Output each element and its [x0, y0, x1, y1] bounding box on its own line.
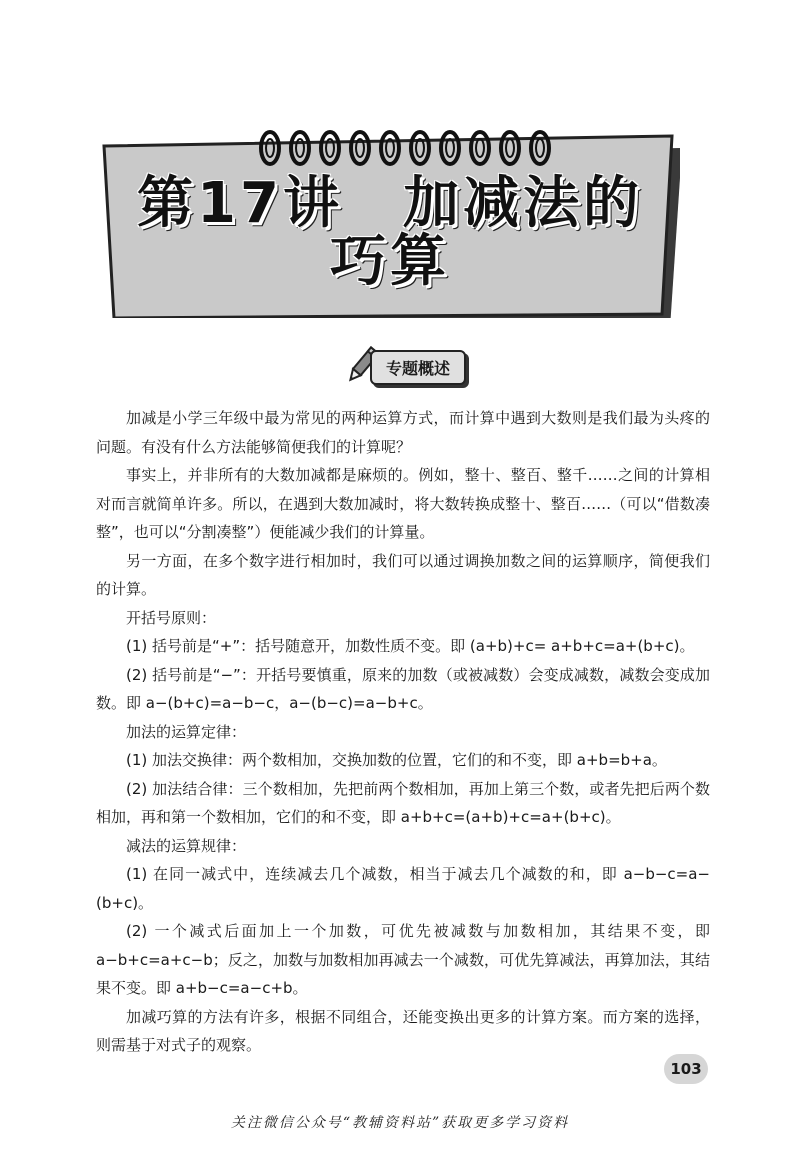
- paragraph: 减法的运算规律：: [126, 836, 247, 855]
- paragraph: (1) 在同一减式中，连续减去几个减数，相当于减去几个减数的和，即 a−b−c=a−(b+c)。: [96, 865, 710, 912]
- paragraph: (1) 括号前是“+”：括号随意开，加数性质不变。即 (a+b)+c= a+b+c=a+(b+c)。: [126, 637, 695, 655]
- paragraph: (1) 加法交换律：两个数相加，交换加数的位置，它们的和不变，即 a+b=b+a。: [126, 751, 667, 769]
- page-number: 103: [664, 1054, 708, 1084]
- paragraph: 加减是小学三年级中最为常见的两种运算方式，而计算中遇到大数则是我们最为头疼的问题。有没有什么方法能够简便我们的计算呢？: [96, 409, 710, 456]
- paragraph: 加减巧算的方法有许多，根据不同组合，还能变换出更多的计算方案。而方案的选择，则需基于对式子的观察。: [96, 1007, 710, 1054]
- paragraph: 开括号原则：: [126, 608, 217, 627]
- section-title: 专题概述: [370, 350, 466, 385]
- paragraph: (2) 括号前是“−”：开括号要慎重，原来的加数（或被减数）会变成减数，减数会变成加数。即 a−(b+c)=a−b−c，a−(b−c)=a−b+c。: [96, 665, 710, 712]
- paragraph: 事实上，并非所有的大数加减都是麻烦的。例如，整十、整百、整千……之间的计算相对而言就简单许多。所以，在遇到大数加减时，将大数转换成整十、整百……（可以“借数凑整”，也可以“分割凑整”）便能减少我们的计算量。: [96, 466, 710, 541]
- paragraph: (2) 一个减式后面加上一个加数，可优先被减数与加数相加，其结果不变，即 a−b+c=a+c−b；反之，加数与加数相加再减去一个减数，可优先算减法，再算加法，其结果不变。即 a+b−c=a−c+b。: [96, 922, 710, 997]
- article-body: [96, 404, 710, 1060]
- paragraph: (2) 加法结合律：三个数相加，先把前两个数相加，再加上第三个数，或者先把后两个数相加，再和第一个数相加，它们的和不变，即 a+b+c=(a+b)+c=a+(b+c)。: [96, 779, 710, 826]
- paragraph: 加法的运算定律：: [126, 722, 247, 741]
- chapter-title-line-1: 第17讲 加减法的: [137, 171, 643, 236]
- footer-note: 关注微信公众号“教辅资料站”获取更多学习资料: [230, 1115, 570, 1131]
- paragraph: 另一方面，在多个数字进行相加时，我们可以通过调换加数之间的运算顺序，简便我们的计算。: [96, 551, 710, 598]
- chapter-title-line-2: 巧算: [330, 229, 450, 294]
